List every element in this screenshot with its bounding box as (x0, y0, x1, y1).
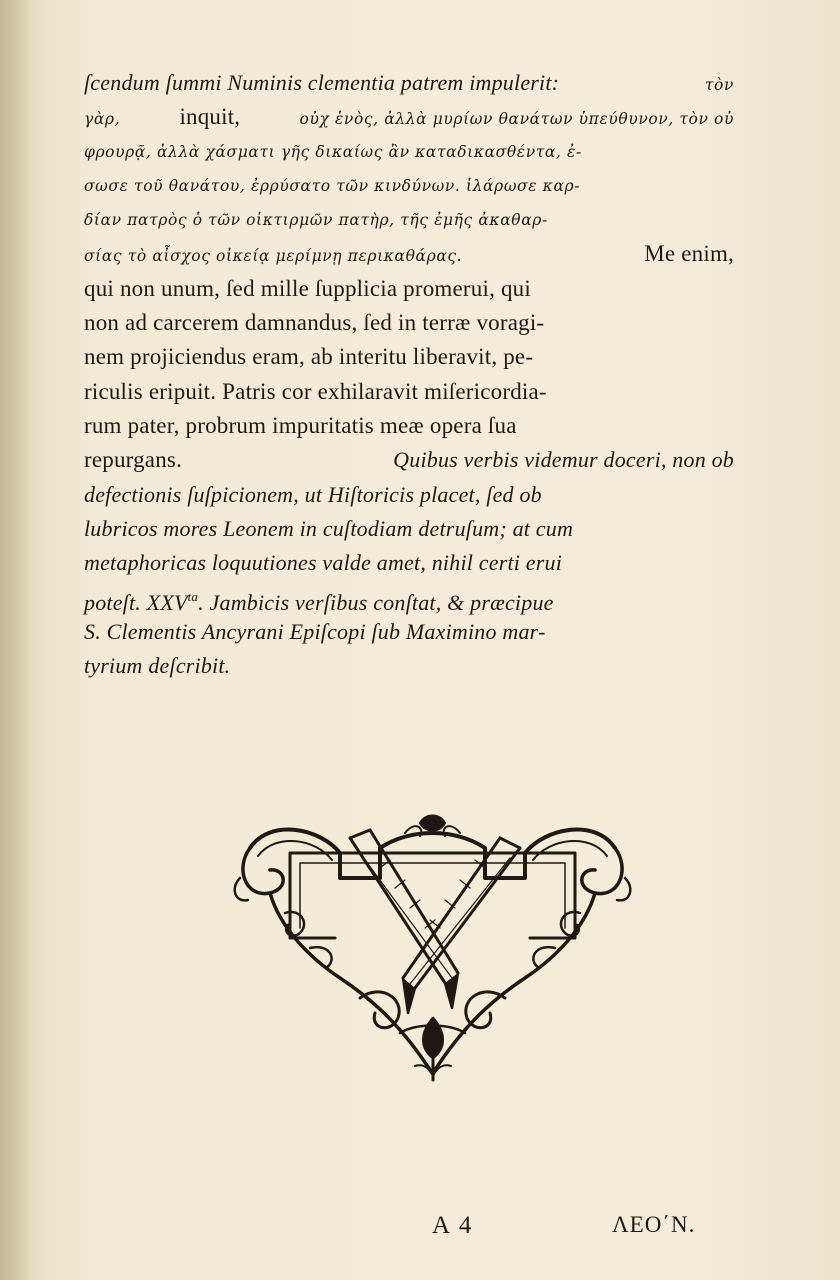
text-line (84, 409, 734, 443)
text-line (84, 272, 734, 306)
text-run: metaphoricas loquutiones valde amet, nihil certi erui (84, 550, 563, 576)
text-line (84, 580, 734, 614)
text-run: Quibus verbis videmur doceri, non ob (393, 447, 734, 473)
text-line (84, 478, 734, 512)
printers-ornament (230, 808, 635, 1083)
text-run: inquit, (179, 104, 241, 130)
text-line (84, 375, 734, 409)
text-line (84, 649, 734, 683)
text-line (84, 306, 734, 340)
text-line (84, 100, 734, 134)
text-run: . Jambicis verſibus conſtat, & præcipue (198, 589, 554, 615)
greek-run: σίας τὸ αἶσχος οἰκείᾳ μερίμνῃ περικαθάρας. (84, 247, 463, 266)
text-line (84, 615, 734, 649)
text-run: repurgans. (84, 447, 183, 473)
text-run: ſcendum ſummi Numinis clementia patrem impulerit: (84, 70, 560, 95)
greek-run: σωσε τοῦ θανάτου, ἐρρύσατο τῶν κινδύνων. ἱλάρωσε καρ- (84, 176, 581, 195)
superscript: ta (187, 589, 199, 605)
text-run: nem projiciendus eram, ab interitu liberavit, pe- (84, 344, 534, 370)
greek-run: τὸν (704, 76, 734, 94)
text-run: poteſt. XXV (84, 589, 188, 615)
text-run: S. Clementis Ancyrani Epiſcopi ſub Maximino mar- (84, 618, 546, 644)
text-run: qui non unum, ſed mille ſupplicia promerui, qui (84, 275, 531, 301)
text-run: non ad carcerem damnandus, ſed in terræ voragi- (84, 310, 545, 336)
text-line (84, 169, 734, 203)
text-run: riculis eripuit. Patris cor exhilaravit miſericordia- (84, 378, 547, 404)
text-line (84, 340, 734, 374)
text-run: rum pater, probrum impuritatis meæ opera ſua (84, 412, 517, 438)
greek-run: δίαν πατρὸς ὁ τῶν οἰκτιρμῶν πατὴρ, τῆς ἐμῆς ἀκαθαρ- (84, 211, 548, 230)
text-line (84, 512, 734, 546)
greek-run: φρουρᾷ, ἀλλὰ χάσματι γῆς δικαίως ἂν καταδικασθέντα, ἐ- (84, 142, 582, 161)
greek-run: οὐχ ἑνὸς, ἀλλὰ μυρίων θανάτων ὑπεύθυνον, τὸν οὐ (299, 110, 734, 129)
gutter-shadow (0, 0, 34, 1280)
text-line (84, 546, 734, 580)
body-text (84, 66, 734, 683)
text-run: Me enim, (644, 241, 734, 267)
text-line (84, 237, 734, 271)
text-line (84, 203, 734, 237)
page-footer (0, 1208, 840, 1248)
catchword: ΛΕΟ΄Ν. (612, 1212, 696, 1237)
signature-mark: A 4 (432, 1212, 474, 1239)
text-line (84, 443, 734, 477)
text-run: lubricos mores Leonem in cuſtodiam detruſum; at cum (84, 515, 574, 541)
text-run: tyrium deſcribit. (84, 653, 231, 679)
text-line (84, 135, 734, 169)
text-run: defectionis ſuſpicionem, ut Hiſtoricis placet, ſed ob (84, 481, 542, 507)
greek-run: γὰρ, (84, 110, 121, 129)
text-line (84, 66, 734, 100)
